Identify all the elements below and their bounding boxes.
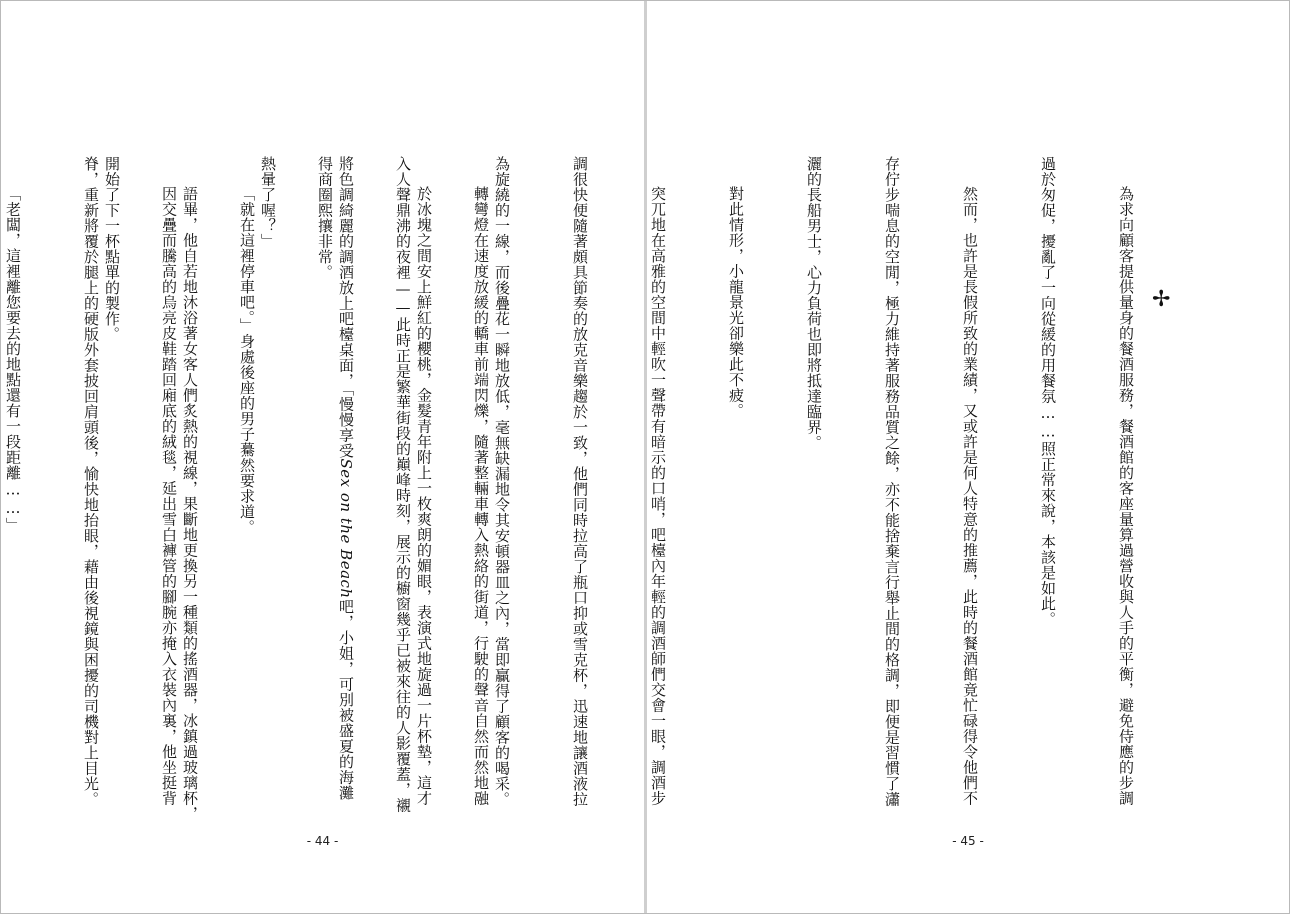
- text-line-with-english: [333, 156, 359, 801]
- text-line: 轉彎燈在速度放緩的轎車前端閃爍，隨著整輛車轉入熱絡的街道，行駛的聲音自然而然地融: [472, 186, 490, 806]
- text-line: 對此情形，小龍景光卻樂此不疲。: [727, 186, 745, 419]
- text-line: 「就在這裡停車吧。」身處後座的男子驀然要求道。: [238, 186, 256, 535]
- text-line: 「老闆，這裡離您要去的地點還有一段距離……」: [4, 186, 22, 533]
- text-line: 然而，也許是長假所致的業績，又或許是何人特意的推薦，此時的餐酒館竟忙碌得令他們不: [961, 186, 979, 806]
- text-line: 得商圈熙攘非常。: [316, 156, 334, 280]
- text-segment: 將色調綺麗的調酒放上吧檯桌面，「慢慢享受: [337, 156, 355, 459]
- text-line: 入人聲鼎沸的夜裡——此時正是繁華街段的巔峰時刻，展示的櫥窗幾乎已被來往的人影覆蓋，襯: [394, 156, 412, 813]
- text-line: 存佇步喘息的空閒，極力維持著服務品質之餘，亦不能捨棄言行舉止間的格調，即便是習慣了瀟: [883, 156, 901, 807]
- text-line: 過於匆促，擾亂了一向從緩的用餐氛……照正常來說，本該是如此。: [1039, 156, 1057, 627]
- text-line: 語畢，他自若地沐浴著女客人們炙熱的視線，果斷地更換另一種類的搖酒器，冰鎮過玻璃杯，: [181, 186, 199, 822]
- text-line: 突兀地在高雅的空間中輕吹一聲帶有暗示的口哨，吧檯內年輕的調酒師們交會一眼，調酒步: [649, 186, 667, 806]
- text-line: 於冰塊之間安上鮮紅的櫻桃，金髮青年附上一枚爽朗的媚眼，表演式地旋過一片杯墊，這才: [415, 186, 433, 806]
- text-line: 調很快便隨著頗具節奏的放克音樂趨於一致，他們同時拉高了瓶口抑或雪克杯，迅速地讓酒液拉: [571, 156, 589, 807]
- text-segment: 吧，小姐，可別被盛夏的海灘: [337, 598, 355, 801]
- text-line: 脊，重新將覆於腿上的硬版外套披回肩頭後，愉快地抬眼，藉由後視鏡與困擾的司機對上目光。: [82, 156, 100, 807]
- section-ornament-icon: ✢: [1152, 287, 1171, 312]
- text-line: 開始了下一杯點單的製作。: [103, 156, 121, 342]
- text-line: 灑的長船男士，心力負荷也即將抵達臨界。: [805, 156, 823, 451]
- text-line: 因交疊而騰高的烏亮皮鞋踏回廂底的絨毯，延出雪白褲管的腳腕亦掩入衣裝內裏，他坐挺背: [160, 186, 178, 806]
- text-line: 為求向顧客提供量身的餐酒服務，餐酒館的客座量算過營收與人手的平衡，避免侍應的步調: [1117, 186, 1135, 806]
- page-number-left: - 44 -: [306, 834, 339, 848]
- english-phrase: Sex on the Beach: [337, 458, 355, 599]
- text-line: 熱暈了喔？」: [259, 156, 277, 249]
- text-line: 為旋繞的一線，而後疊花一瞬地放低，毫無缺漏地令其安頓器皿之內，當即贏得了顧客的喝采。: [493, 156, 511, 807]
- page-number-right: - 45 -: [952, 834, 984, 848]
